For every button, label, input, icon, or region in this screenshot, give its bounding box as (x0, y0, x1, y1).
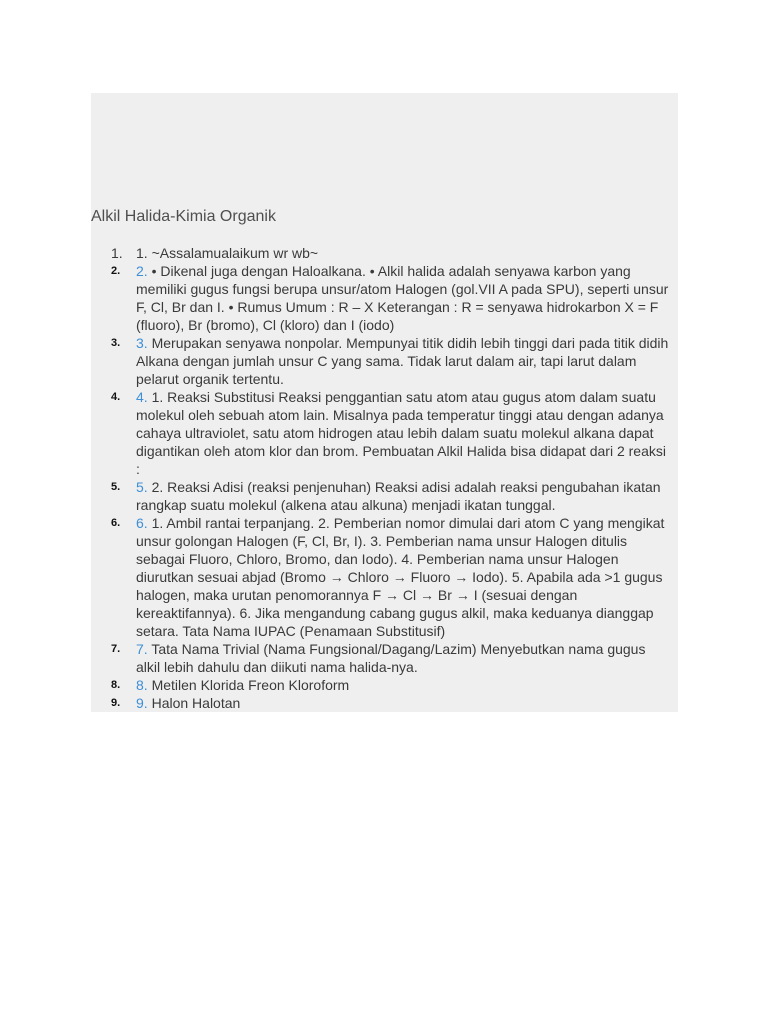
list-item (91, 478, 673, 514)
list-item-text: 2. Reaksi Adisi (reaksi penjenuhan) Reaksi adisi adalah reaksi pengubahan ikatan rangkap suatu molekul (alkena atau alkuna) menjadi ikatan tunggal. (136, 479, 661, 513)
list-item-number: 2. (111, 265, 121, 277)
list-item (91, 244, 673, 262)
list-item (91, 262, 673, 334)
slide-link[interactable]: 8. (136, 677, 148, 693)
list-item-text: 1. Reaksi Substitusi Reaksi penggantian satu atom atau gugus atom dalam suatu molekul oleh sebuah atom lain. Misalnya pada temperatur tinggi atau dengan adanya cahaya ultraviolet, satu atom hidrogen atau lebih dalam suatu molekul alkana dapat digantikan oleh atom klor dan brom. Pembuatan Alkil Halida bisa didapat dari 2 reaksi : (136, 389, 666, 477)
document-title: Alkil Halida-Kimia Organik (91, 208, 276, 225)
slide-link[interactable]: 2. (136, 263, 148, 279)
list-item-number: 6. (111, 517, 121, 529)
list-item-number: 9. (111, 697, 121, 709)
list-item (91, 694, 673, 712)
list-item-text: Merupakan senyawa nonpolar. Mempunyai titik didih lebih tinggi dari pada titik didih Alkana dengan jumlah unsur C yang sama. Tidak larut dalam air, tapi larut dalam pelarut organik tertentu. (136, 335, 669, 387)
slide-link[interactable]: 7. (136, 641, 148, 657)
list-item-number: 7. (111, 643, 121, 655)
list-item (91, 334, 673, 388)
list-item-text: Metilen Klorida Freon Kloroform (151, 677, 350, 693)
list-item-text: • Dikenal juga dengan Haloalkana. • Alkil halida adalah senyawa karbon yang memiliki gugus fungsi berupa unsur/atom Halogen (gol.VII A pada SPU), seperti unsur F, Cl, Br dan I. • Rumus Umum : R – X Keterangan : R = senyawa hidrokarbon X = F (fluoro), Br (bromo), Cl (kloro) dan I (iodo) (136, 263, 669, 333)
slide-link[interactable]: 5. (136, 479, 148, 495)
list-item-text: Halon Halotan (151, 695, 241, 711)
list-item-number: 8. (111, 679, 121, 691)
list-item-text: 1. ~Assalamualaikum wr wb~ (136, 245, 319, 261)
slide-link[interactable]: 3. (136, 335, 148, 351)
slide-link[interactable]: 9. (136, 695, 148, 711)
list-item-text: 1. Ambil rantai terpanjang. 2. Pemberian nomor dimulai dari atom C yang mengikat unsur golongan Halogen (F, Cl, Br, I). 3. Pemberian nama unsur Halogen ditulis sebagai Fluoro, Chloro, Bromo, dan Iodo). 4. Pemberian nama unsur Halogen diurutkan sesuai abjad (Bromo → Chloro → Fluoro → Iodo). 5. Apabila ada >1 gugus halogen, maka urutan penomorannya F → Cl → Br → I (sesuai dengan kereaktifannya). 6. Jika mengandung cabang gugus alkil, maka keduanya dianggap setara. Tata Nama IUPAC (Penamaan Substitusif) (136, 515, 665, 639)
slide-link[interactable]: 6. (136, 515, 148, 531)
list-item (91, 640, 673, 676)
slide-list (91, 244, 673, 712)
list-item-number: 3. (111, 337, 121, 349)
slide-link[interactable]: 4. (136, 389, 148, 405)
list-item (91, 676, 673, 694)
document-panel (91, 93, 678, 712)
list-item-number: 5. (111, 481, 121, 493)
list-item-number: 1. (111, 245, 123, 261)
list-item-number: 4. (111, 391, 121, 403)
list-item (91, 514, 673, 640)
list-item-text: Tata Nama Trivial (Nama Fungsional/Dagang/Lazim) Menyebutkan nama gugus alkil lebih dahulu dan diikuti nama halida-nya. (136, 641, 646, 675)
list-item (91, 388, 673, 478)
